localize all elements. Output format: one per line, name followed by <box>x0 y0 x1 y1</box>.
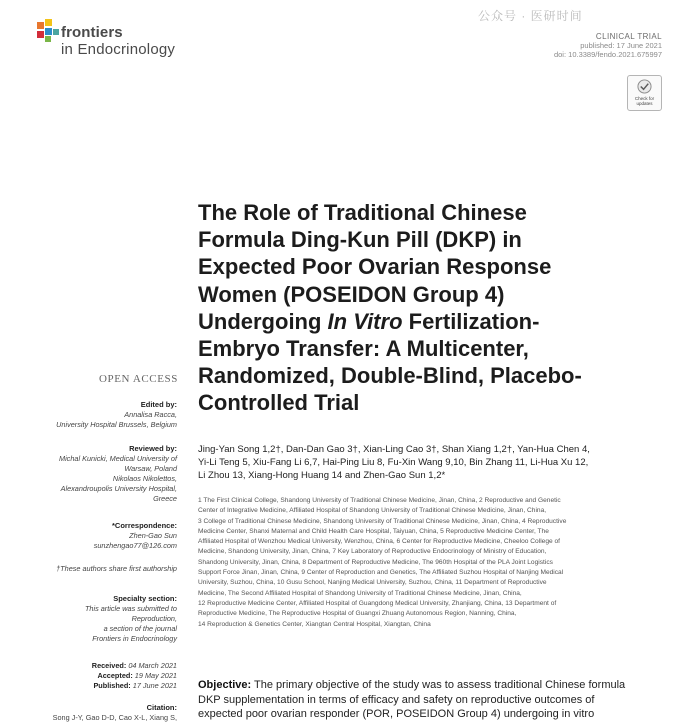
journal-name: in Endocrinology <box>61 41 176 58</box>
dates-block: Received: 04 March 2021 Accepted: 19 May 2021 Published: 17 June 2021 <box>91 661 177 690</box>
author-line: Jing-Yan Song 1,2†, Dan-Dan Gao 3†, Xian-Ling Cao 3†, Shan Xiang 1,2†, Yan-Hua Chen 4, <box>198 444 590 455</box>
article-meta <box>554 32 662 59</box>
affiliation-line: University, Suzhou, China, 10 Gusu School, Nanjing Medical University, Suzhou, China, 11 Department of Reproductive <box>198 579 547 587</box>
title-line: The Role of Traditional Chinese <box>198 200 527 225</box>
affiliation-line: 3 College of Traditional Chinese Medicine, Shandong University of Traditional Chinese Medicine, Jinan, China, 4 Reproductive <box>198 517 567 525</box>
check-updates-icon <box>637 79 652 94</box>
open-access-label: OPEN ACCESS <box>98 373 178 385</box>
objective-label: Objective: <box>198 679 252 691</box>
affiliation-line: Shandong University, Jinan, China, 8 Department of Reproductive Medicine, The 960th Hospital of the PLA Joint Logistics <box>198 558 553 566</box>
author-list <box>198 443 668 482</box>
title-line: Controlled Trial <box>198 390 360 416</box>
affiliation-line: Medicine, The Second Affiliated Hospital of Shandong University of Traditional Chinese Medicine, Jinan, China, <box>198 589 522 597</box>
abstract-line: expected poor ovarian responder (POR, POSEIDON Group 4) undergoing in vitro <box>198 708 595 720</box>
watermark-text: 公众号 · 医研时间 <box>478 9 583 23</box>
article-type: CLINICAL TRIAL <box>595 32 662 41</box>
affiliation-line: Center of Integrative Medicine, Affiliated Hospital of Shandong University of Traditional Chinese Medicine, Jinan, China, <box>198 507 547 515</box>
title-line: Formula Ding-Kun Pill (DKP) in <box>198 227 522 253</box>
article-title <box>198 199 638 417</box>
correspondence-email[interactable]: sunzhengao77@126.com <box>93 541 177 550</box>
check-for-updates-button[interactable] <box>627 75 662 111</box>
abstract-line: Objective: The primary objective of the study was to assess traditional Chinese formula <box>198 679 626 691</box>
affiliation-line: 14 Reproduction & Genetics Center, Xiangtan Central Hospital, Xiangtan, China <box>198 620 431 628</box>
title-line: Women (POSEIDON Group 4) <box>198 281 505 307</box>
affiliation-line: Reproductive Medicine, The Reproductive Hospital of Guangxi Zhuang Autonomous Region, Nanning, China, <box>198 610 517 618</box>
title-line: Embryo Transfer: A Multicenter, <box>198 336 529 362</box>
title-line: Expected Poor Ovarian Response <box>198 254 552 280</box>
abstract <box>198 678 668 722</box>
author-line: Yi-Li Teng 5, Xiu-Fang Li 6,7, Hai-Ping Liu 8, Fu-Xin Wang 9,10, Bin Zhang 11, Li-Hua Xu 12, <box>198 457 589 468</box>
affiliation-line: Affiliated Hospital of Wenzhou Medical University, Wenzhou, China, 6 Center for Reproductive Medicine, Cheeloo College of <box>198 538 560 546</box>
check-updates-label: Check for updates <box>634 96 655 106</box>
title-italic: In Vitro <box>327 308 403 334</box>
equal-authorship-note: †These authors share first authorship <box>56 564 177 573</box>
affiliation-line: Medicine, Shandong University, Jinan, China, 7 Key Laboratory of Reproductive Endocrinology of Ministry of Education, <box>198 548 547 556</box>
frontiers-logo[interactable] <box>36 19 216 61</box>
affiliations <box>198 496 668 630</box>
abstract-line: DKP supplementation in terms of efficacy and safety on reproductive outcomes of <box>198 693 595 706</box>
correspondence-block: *Correspondence: Zhen-Gao Sun sunzhengao77@126.com <box>20 521 177 551</box>
affiliation-line: Medicine Center, Shanxi Maternal and Child Health Care Hospital, Taiyuan, China, 5 Reproductive Medicine Center, The <box>198 527 549 535</box>
affiliation-line: 1 The First Clinical College, Shandong University of Traditional Chinese Medicine, Jinan, China, 2 Reproductive and Genetic <box>198 497 561 504</box>
affiliation-line: 12 Reproductive Medicine Center, Affiliated Hospital of Guangdong Medical University, Zhanjiang, China, 13 Department of <box>198 599 557 607</box>
title-line: Randomized, Double-Blind, Placebo- <box>198 363 582 389</box>
frontiers-logo-icon <box>36 19 60 43</box>
publisher-name: frontiers <box>61 24 123 41</box>
published-date: published: 17 June 2021 <box>580 41 662 50</box>
title-line: Undergoing In Vitro Fertilization- <box>198 308 540 334</box>
author-line: Li Zhou 13, Xiang-Hong Huang 14 and Zhen-Gao Sun 1,2* <box>198 470 446 481</box>
specialty-section-block: Specialty section: This article was submitted to Reproduction, a section of the journal Frontiers in Endocrinology <box>84 594 177 643</box>
edited-by-block: Edited by: Annalisa Racca, University Hospital Brussels, Belgium <box>56 400 177 429</box>
reviewed-by-block: Reviewed by: Michal Kunicki, Medical University of Warsaw, Poland Nikolaos Nikolettos, Alexandroupolis University Hospital, Greece <box>58 444 177 503</box>
citation-block: Citation: Song J-Y, Gao D-D, Cao X-L, Xiang S, <box>52 703 177 722</box>
doi-link[interactable]: doi: 10.3389/fendo.2021.675997 <box>553 50 662 59</box>
affiliation-line: Support Force Jinan, Jinan, China, 9 Center of Reproduction and Genetics, The Affiliated Suzhou Hospital of Nanjing Medical <box>198 569 564 577</box>
